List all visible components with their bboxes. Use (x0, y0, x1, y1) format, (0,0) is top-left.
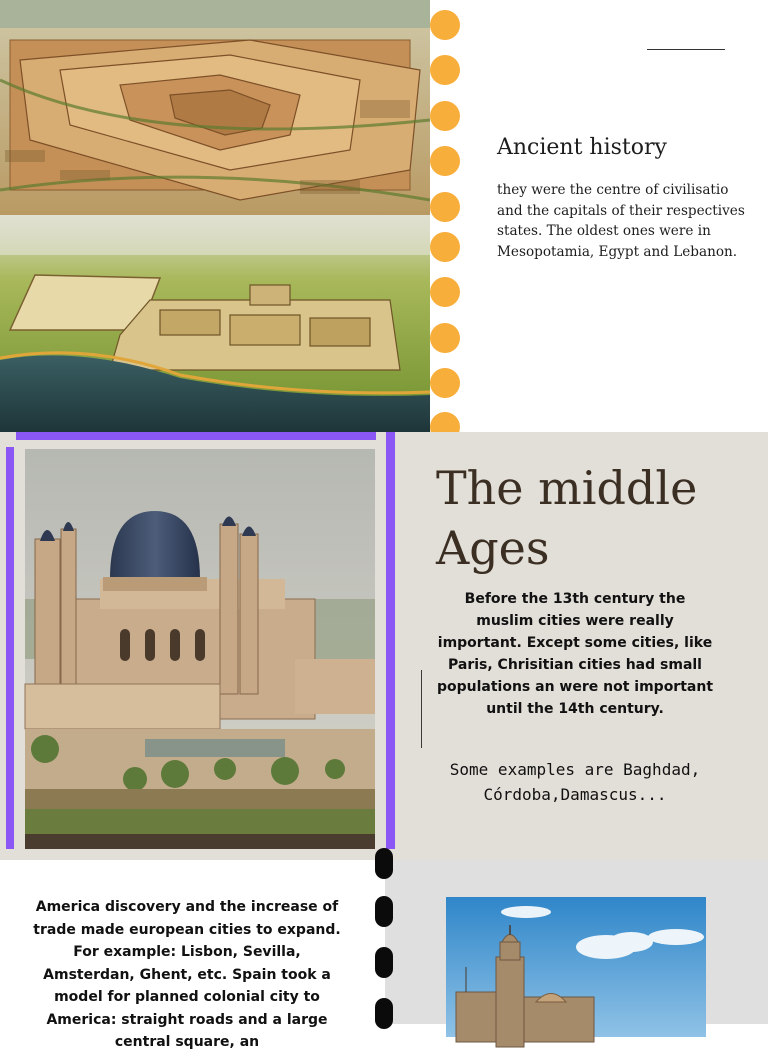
decorative-line (647, 49, 725, 50)
ancient-history-section (0, 0, 768, 432)
decorative-dot (430, 101, 460, 131)
middle-ages-title: The middle Ages (436, 461, 698, 575)
decorative-dot (430, 146, 460, 176)
decorative-pill (375, 896, 393, 927)
ancient-city-illustration (0, 0, 430, 432)
decorative-dot (430, 192, 460, 222)
decorative-pill (375, 848, 393, 879)
decorative-pill (375, 947, 393, 978)
modern-text: America discovery and the increase of trade made european cities to expand. For example: Lisbon, Sevilla, Amsterdan, Ghent, etc. Spain took a model for planned colonial city to America: straight roads and a large central square, an (33, 899, 341, 1050)
purple-frame-right (386, 432, 395, 849)
vertical-divider (421, 670, 422, 748)
decorative-dot (430, 277, 460, 307)
middle-ages-text: Before the 13th century the muslim cities were really important. Except some cities, like Paris, Chrisitian cities had small populations an were not important until the 14th century. (436, 591, 714, 717)
decorative-dot (430, 55, 460, 85)
cathedral-photo (446, 897, 706, 1037)
decorative-dots-column (430, 0, 464, 432)
decorative-dot (430, 10, 460, 40)
decorative-dot (430, 368, 460, 398)
ancient-history-title: Ancient history (497, 135, 667, 160)
modern-section (0, 860, 768, 1050)
decorative-dot (430, 323, 460, 353)
purple-frame-top (16, 432, 376, 440)
middle-ages-examples: Some examples are Baghdad, Córdoba,Damascus... (449, 760, 701, 804)
middle-ages-section (0, 432, 768, 860)
mosque-photo (25, 449, 375, 849)
ancient-history-text: they were the centre of civilisatio and the capitals of their respectives states. The oldest ones were in Mesopotamia, Egypt and Lebanon. (497, 182, 745, 260)
decorative-dot (430, 232, 460, 262)
purple-frame-left (6, 447, 14, 849)
decorative-pill (375, 998, 393, 1029)
